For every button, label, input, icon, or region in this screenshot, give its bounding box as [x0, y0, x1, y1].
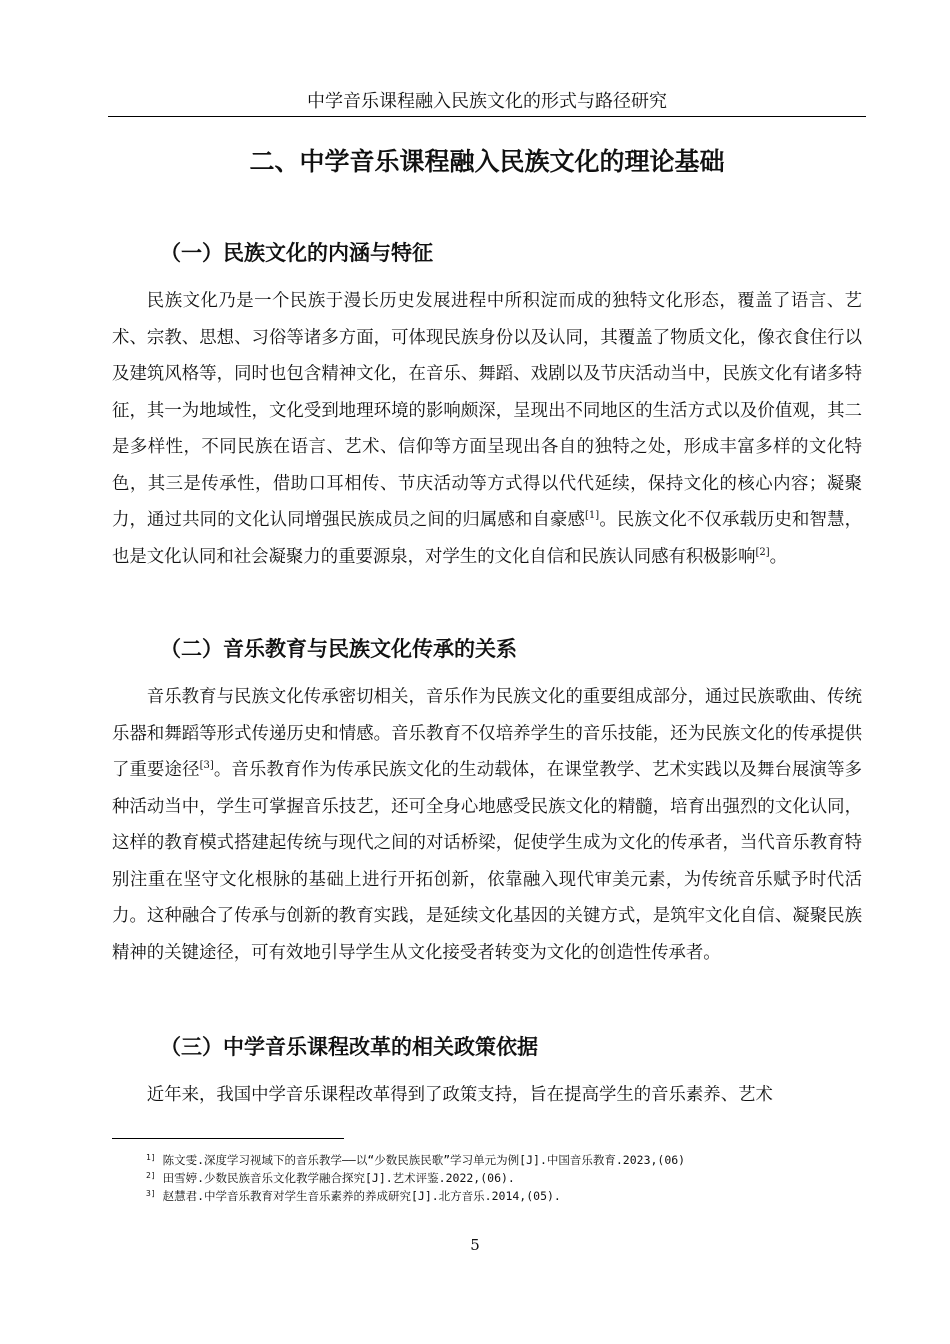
footnotes [146, 1151, 685, 1205]
citation-2[interactable]: [2] [755, 546, 770, 558]
section-title-1: （一）民族文化的内涵与特征 [160, 241, 433, 265]
section-2-paragraph: 音乐教育与民族文化传承密切相关，音乐作为民族文化的重要组成部分，通过民族歌曲、传统乐器和舞蹈等形式传递历史和情感。音乐教育不仅培养学生的音乐技能，还为民族文化的传承提供了重要途径[3]。音乐教育作为传承民族文化的生动载体，在课堂教学、艺术实践以及舞台展演等多种活动当中，学生可掌握音乐技艺，还可全身心地感受民族文化的精髓，培育出强烈的文化认同，这样的教育模式搭建起传统与现代之间的对话桥梁，促使学生成为文化的传承者，当代音乐教育特别注重在坚守文化根脉的基础上进行开拓创新，依靠融入现代审美元素，为传统音乐赋予时代活力。这种融合了传承与创新的教育实践，是延续文化基因的关键方式，是筑牢文化自信、凝聚民族精神的关键途径，可有效地引导学生从文化接受者转变为文化的创造性传承者。 [112, 687, 862, 963]
section-title-3: （三）中学音乐课程改革的相关政策依据 [160, 1035, 538, 1059]
citation-1[interactable]: [1] [585, 510, 600, 521]
footnote-3: $^{3]}$ 赵慧君.中学音乐教育对学生音乐素养的养成研究[J].北方音乐.2014,(05). [146, 1189, 561, 1203]
footnote-1: $^{1]}$ 陈文雯.深度学习视域下的音乐教学——以“少数民族民歌”学习单元为例[J].中国音乐教育.2023,(06) [146, 1153, 686, 1167]
section-title-2: （二）音乐教育与民族文化传承的关系 [160, 637, 517, 661]
chapter-title: 二、中学音乐课程融入民族文化的理论基础 [249, 147, 725, 176]
running-header: 中学音乐课程融入民族文化的形式与路径研究 [307, 91, 667, 112]
section-1-paragraph: 民族文化乃是一个民族于漫长历史发展进程中所积淀而成的独特文化形态，覆盖了语言、艺术、宗教、思想、习俗等诸多方面，可体现民族身份以及认同，其覆盖了物质文化，像衣食住行以及建筑风格等，同时也包含精神文化，在音乐、舞蹈、戏剧以及节庆活动当中，民族文化有诸多特征，其一为地域性，文化受到地理环境的影响颇深，呈现出不同地区的生活方式以及价值观，其二是多样性，不同民族在语言、艺术、信仰等方面呈现出各自的独特之处，形成丰富多样的文化特色，其三是传承性，借助口耳相传、节庆活动等方式得以代代延续，保持文化的核心内容；凝聚力，通过共同的文化认同增强民族成员之间的归属感和自豪感[1]。民族文化不仅承载历史和智慧，也是文化认同和社会凝聚力的重要源泉，对学生的文化自信和民族认同感有积极影响[2]。 [112, 291, 862, 567]
footnote-rule [112, 1138, 344, 1139]
header-rule [108, 116, 866, 117]
citation-3[interactable]: [3] [199, 760, 214, 771]
section-3-paragraph: 近年来，我国中学音乐课程改革得到了政策支持，旨在提高学生的音乐素养、艺术 [146, 1085, 773, 1105]
footnote-2: $^{2]}$ 田雪婷.少数民族音乐文化教学融合探究[J].艺术评鉴.2022,(06). [146, 1171, 515, 1185]
page-number: 5 [470, 1236, 480, 1254]
